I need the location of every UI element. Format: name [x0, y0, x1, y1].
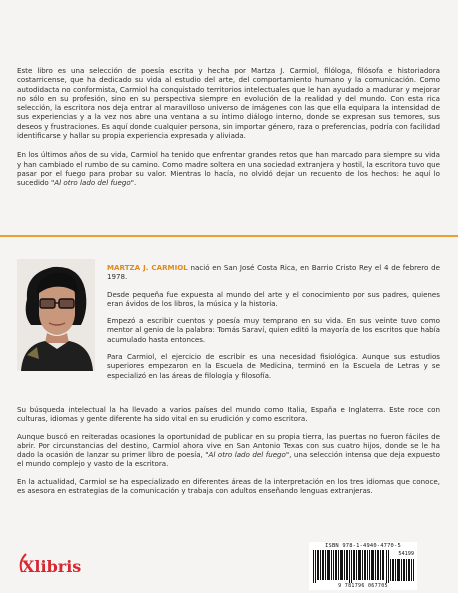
- author-bio-7: En la actualidad, Carmiol se ha especializado en diferentes áreas de la interpretación en los tres idiomas que conoce, es asesora en estrategias de la comunicación y trabaja con adultos enseñando lenguas extranjeras.: [17, 476, 440, 496]
- isbn-number: ISBN 978-1-4940-4770-5: [325, 543, 401, 549]
- barcode-digits: 9 781796 067705: [338, 583, 388, 589]
- author-portrait-image: [17, 259, 95, 371]
- author-bio-6: [17, 432, 440, 469]
- author-bio-3: Empezó a escribir cuentos y poesía muy temprano en su vida. En sus veinte tuvo como mentor al genio de la palabra: Tomás Saraví, quien editó la mayoría de los escritos que había acumulado hasta entonces.: [107, 316, 440, 344]
- author-bio-bottom: [17, 405, 440, 503]
- description-paragraph-1: Este libro es una selección de poesía escrita y hecha por Martza J. Carmiol, filóloga, filósofa e historiadora costarricense, que ha dedicado su vida al estudio del arte, del comportamiento humano y la comunicación. Como autodidacta no conformista, Carmiol ha conquistado territorios intelectuales que le han ayudado a madurar y mejorar no sólo en su profesión, sino en su perspectiva siempre en evolución de la realidad y del mundo. Con esta rica selección, la escritora nos deja entrar al maravilloso universo de imágenes con las que ella equipara la intensidad de sus experiencias y a la vez nos abre una ventana a su íntimo diálogo interno, donde se expresan sus temores, sus deseos y frustraciones. Es aquí donde cualquier persona, sin importar género, raza o preferencias, podría con facilidad identificarse y hallar su propia experiencia expresada y aliviada.: [17, 66, 440, 141]
- description-paragraph-2-text: En los últimos años de su vida, Carmiol ha tenido que enfrentar grandes retos que han marcado para siempre su vida y han cambiado el rumbo de su camino. Como madre soltera en una sociedad extranjera y hostil, la escritora tuvo que pasar por el fuego para probar su valor. Mientras lo hacía, no olvidó dejar un recuento de los hechos: he aquí lo sucedido: [17, 150, 440, 188]
- author-bio-4: Para Carmiol, el ejercicio de escribir es una necesidad fisiológica. Aunque sus estudios superiores empezaron en la Escuela de Medicina, terminó en la Escuela de Letras y se especializó en las áreas de filología y filosofía.: [107, 352, 440, 380]
- author-bio-2: Desde pequeña fue expuesta al mundo del arte y el conocimiento por sus padres, quienes eran ávidos de los libros, la música y la historia.: [107, 289, 440, 308]
- isbn-barcode: [309, 542, 417, 590]
- price-code: 54199: [398, 551, 414, 557]
- author-name: MARTZA J. CARMIOL: [107, 263, 188, 272]
- publisher-logo: Xlibris: [22, 557, 82, 576]
- author-bio-top: [107, 263, 440, 388]
- book-title-reference-2: "Al otro lado del fuego": [205, 450, 290, 460]
- author-bio-1: [107, 263, 440, 282]
- section-divider: [0, 235, 458, 237]
- author-bio-6-end: , una selección intensa que deja expuesto el mundo complejo y vasto de la escritora.: [17, 450, 440, 469]
- author-bio-6-text: Aunque buscó en reiteradas ocasiones la oportunidad de publicar en su propia tierra, las puertas no fueron fáciles de abrir. Por circunstancias del destino, Carmiol ahora vive en San Antonio Texas con sus cuatro hijos, donde se le ha dado la ocasión de lanzar su primer libro de poesía,: [17, 431, 440, 460]
- book-title-reference: "Al otro lado del fuego": [51, 178, 134, 188]
- author-bio-1-text: nació en San José Costa Rica, en Barrio Cristo Rey el 4 de febrero de 1978.: [107, 263, 440, 282]
- price-barcode-bars-icon: [390, 559, 414, 581]
- author-bio-5: Su búsqueda intelectual la ha llevado a varios países del mundo como Italia, España e Inglaterra. Este roce con culturas, idiomas y gente diferente ha sido vital en su erudición y como escritora.: [17, 405, 440, 424]
- barcode-bars-icon: [312, 550, 390, 583]
- book-description: [17, 66, 440, 198]
- author-photo: [17, 259, 95, 371]
- description-paragraph-2: [17, 150, 440, 187]
- description-paragraph-2-end: .: [133, 178, 137, 188]
